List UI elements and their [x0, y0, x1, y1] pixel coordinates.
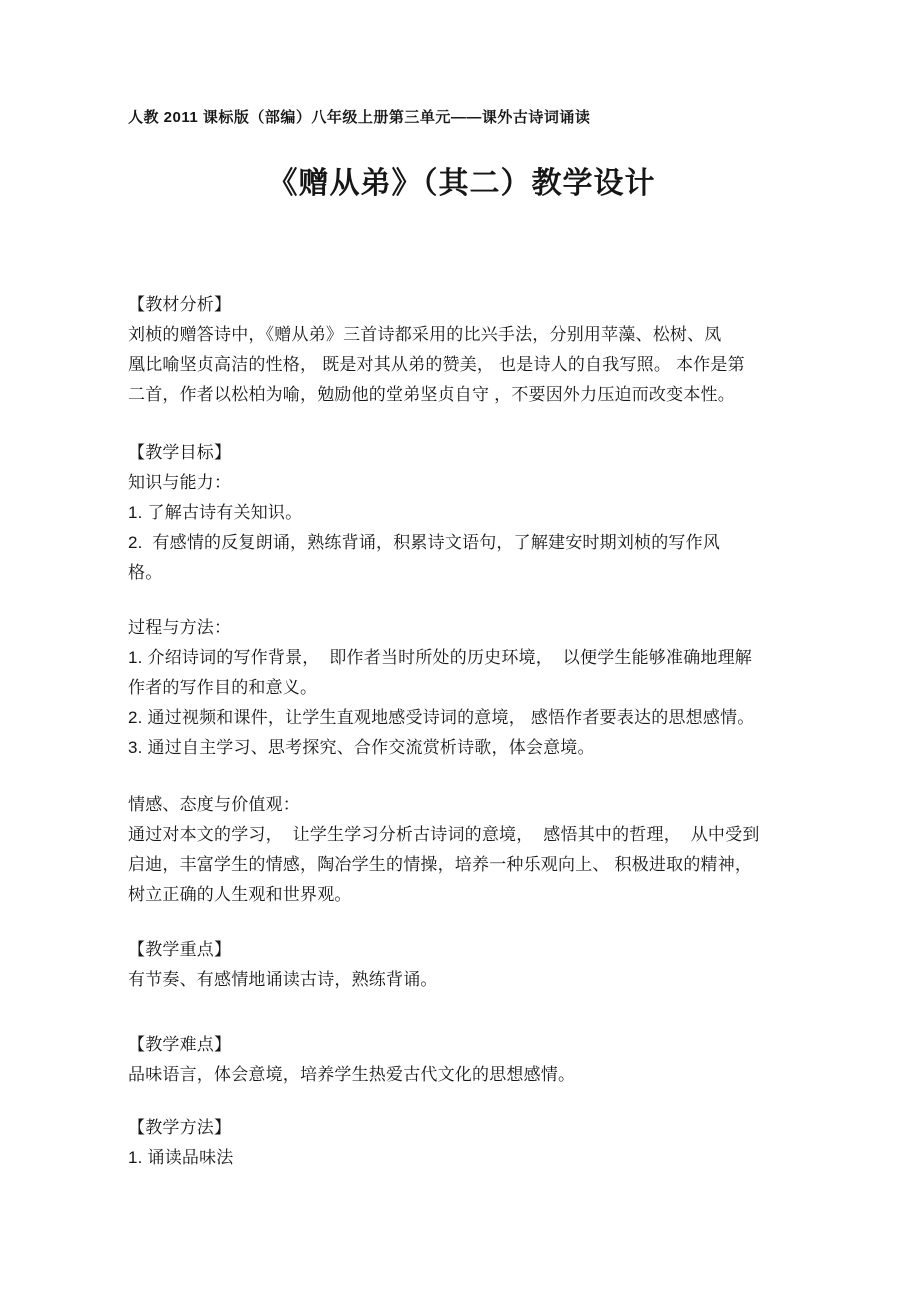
section-teaching-methods: [128, 1113, 795, 1173]
list-item: 1. 介绍诗词的写作背景， 即作者当时所处的历史环境， 以便学生能够准确地理解: [128, 648, 752, 667]
document-series-header: 人教 2011 课标版（部编）八年级上册第三单元——课外古诗词诵读: [128, 109, 591, 126]
text-line: 格。: [128, 563, 163, 582]
section-heading: 【教学重点】: [128, 940, 232, 959]
list-item: 2. 通过视频和课件，让学生直观地感受诗词的意境， 感悟作者要表达的思想感情。: [128, 708, 755, 727]
subsection-heading: 过程与方法：: [128, 618, 232, 637]
text-line: 有节奏、有感情地诵读古诗，熟练背诵。: [128, 970, 438, 989]
section-heading: 【教材分析】: [128, 295, 232, 314]
text-line: 刘桢的赠答诗中，《赠从弟》三首诗都采用的比兴手法，分别用苹藻、松树、凤: [128, 325, 722, 344]
text-line: 树立正确的人生观和世界观。: [128, 885, 352, 904]
section-material-analysis: [128, 290, 795, 410]
text-line: 启迪，丰富学生的情感，陶冶学生的情操，培养一种乐观向上、 积极进取的精神，: [128, 855, 753, 874]
page-title: 《赠从弟》（其二）教学设计: [267, 167, 656, 200]
subsection-heading: 知识与能力：: [128, 473, 232, 492]
list-item: 2. 有感情的反复朗诵，熟练背诵，积累诗文语句，了解建安时期刘桢的写作风: [128, 533, 721, 552]
text-line: 品味语言，体会意境，培养学生热爱古代文化的思想感情。: [128, 1065, 576, 1084]
section-process-and-method: [128, 613, 795, 763]
subsection-heading: 情感、态度与价值观：: [128, 795, 300, 814]
section-heading: 【教学目标】: [128, 443, 232, 462]
text-line: 作者的写作目的和意义。: [128, 678, 318, 697]
section-heading: 【教学方法】: [128, 1118, 232, 1137]
text-line: 通过对本文的学习， 让学生学习分析古诗词的意境， 感悟其中的哲理， 从中受到: [128, 825, 760, 844]
section-teaching-difficulties: [128, 1030, 795, 1090]
section-emotion-attitude-values: [128, 790, 795, 910]
list-item: 3. 通过自主学习、思考探究、合作交流赏析诗歌，体会意境。: [128, 738, 595, 757]
section-teaching-goals: [128, 438, 795, 588]
list-item: 1. 了解古诗有关知识。: [128, 503, 303, 522]
text-line: 二首，作者以松柏为喻，勉励他的堂弟坚贞自守 ，不要因外力压迫而改变本性。: [128, 385, 735, 404]
section-teaching-key-points: [128, 935, 795, 995]
text-line: 凰比喻坚贞高洁的性格， 既是对其从弟的赞美， 也是诗人的自我写照。 本作是第: [128, 355, 745, 374]
section-heading: 【教学难点】: [128, 1035, 232, 1054]
list-item: 1. 诵读品味法: [128, 1148, 234, 1167]
